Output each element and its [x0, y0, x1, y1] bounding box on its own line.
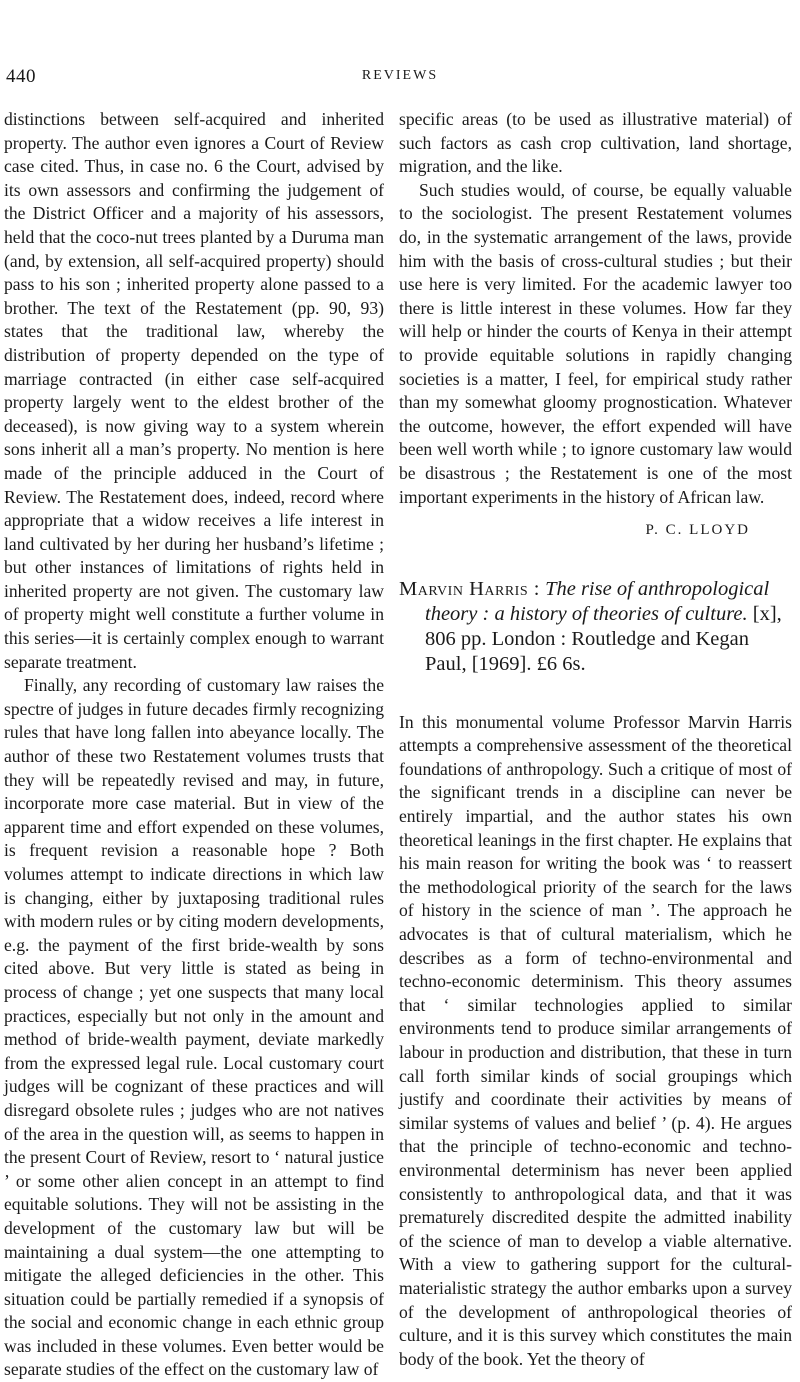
paragraph: Such studies would, of course, be equally valuable to the sociologist. The present Restatement volumes do, in the systematic arrangement of the laws, provide him with the basis of cross-cultural studies ; but their use here is very limited. For the academic lawyer too there is little interest in these volumes. How far they will help or hinder the courts of Kenya in their attempt to provide equitable solutions in rapidly changing societies is a matter, I feel, for empirical study rather than my somewhat gloomy prognostication. Whatever the outcome, however, the effort expended will have been well worth while ; to ignore customary law would be disastrous ; the Restatement is one of the most important experiments in the history of African law. [399, 179, 792, 507]
running-head: REVIEWS [361, 68, 439, 83]
reviewer-signature: P. C. LLOYD [645, 522, 750, 539]
left-column [4, 108, 384, 1382]
publication-details: [x], 806 pp. London : Routledge and Kegan Paul, [1969]. £6 6s. [425, 602, 782, 675]
reviewed-author: Marvin Harris : [399, 577, 540, 600]
paragraph: distinctions between self-acquired and inherited property. The author even ignores a Court of Review case cited. Thus, in case no. 6 the Court, advised by its own assessors and confirming the judgement of the District Officer and a majority of his assessors, held that the coco-nut trees planted by a Duruma man (and, by extension, all self-acquired property) should pass to his son ; inherited property alone passed to a brother. The text of the Restatement (pp. 90, 93) states that the traditional law, whereby the distribution of property depended on the type of marriage contracted (in either case self-acquired property largely went to the eldest brother of the deceased), is now giving way to a system wherein sons inherit all a man’s property. No mention is here made of the principle adduced in the Court of Review. The Restatement does, indeed, record where appropriate that a widow receives a life interest in land cultivated by her during her husband’s lifetime ; but other instances of limitations of rights held in inherited property are not given. The customary law of property might well constitute a further volume in this series—it is certainly complex enough to warrant separate treatment. [4, 109, 384, 672]
page-number: 440 [6, 66, 36, 87]
reviewed-title: The rise of anthropological theory : a history of theories of culture. [425, 577, 770, 625]
paragraph: In this monumental volume Professor Marvin Harris attempts a comprehensive assessment of the theoretical foundations of anthropology. Such a critique of most of the significant trends in a discipline can never be entirely impartial, and the author states his own theoretical leanings in the first chapter. He explains that his main reason for writing the book was ‘ to reassert the methodological priority of the search for the laws of history in the science of man ’. The approach he advocates is that of cultural materialism, which he describes as a form of techno-environmental and techno-economic determinism. This theory assumes that ‘ similar technologies applied to similar environments tend to produce similar arrangements of labour in production and distribution, that these in turn call forth similar kinds of social groupings which justify and coordinate their activities by means of similar systems of values and belief ’ (p. 4). He argues that the principle of techno-economic and techno-environmental determinism has never been applied consistently to anthropological data, and that it was prematurely discredited despite the admitted inability of the science of man to develop a viable alternative. With a view to gathering support for the cultural-materialistic strategy the author embarks upon a survey of the development of anthropological theories of culture, and it is this survey which constitutes the main body of the book. Yet the theory of [399, 711, 792, 1369]
paragraph: specific areas (to be used as illustrative material) of such factors as cash crop cultivation, land shortage, migration, and the like. [399, 109, 792, 177]
page-header [0, 66, 800, 96]
right-column [399, 108, 792, 1371]
paragraph: Finally, any recording of customary law raises the spectre of judges in future decades firmly recognizing rules that have long fallen into abeyance locally. The author of these two Restatement volumes trusts that they will be repeatedly revised and may, in future, incorporate more case material. But in view of the apparent time and effort expended on these volumes, is frequent revision a reasonable hope ? Both volumes attempt to indicate directions in which law is changing, either by juxtaposing traditional rules with modern rules or by citing modern developments, e.g. the payment of the first bride-wealth by sons cited above. But very little is stated as being in process of change ; yet one suspects that many local practices, especially but not only in the amount and method of bride-wealth payment, deviate markedly from the expressed legal rule. Local customary court judges will be cognizant of these practices and will disregard obsolete rules ; judges who are not natives of the area in the question will, as seems to happen in the present Court of Review, resort to ‘ natural justice ’ or some other alien concept in an attempt to find equitable solutions. They will not be assisting in the development of the customary law but will be maintaining a dual system—the one attempting to mitigate the alleged deficiencies in the other. This situation could be partially remedied if a synopsis of the social and economic change in each ethnic group was included in these volumes. Even better would be separate studies of the effect on the customary law of [4, 675, 384, 1380]
review-heading [399, 577, 792, 677]
